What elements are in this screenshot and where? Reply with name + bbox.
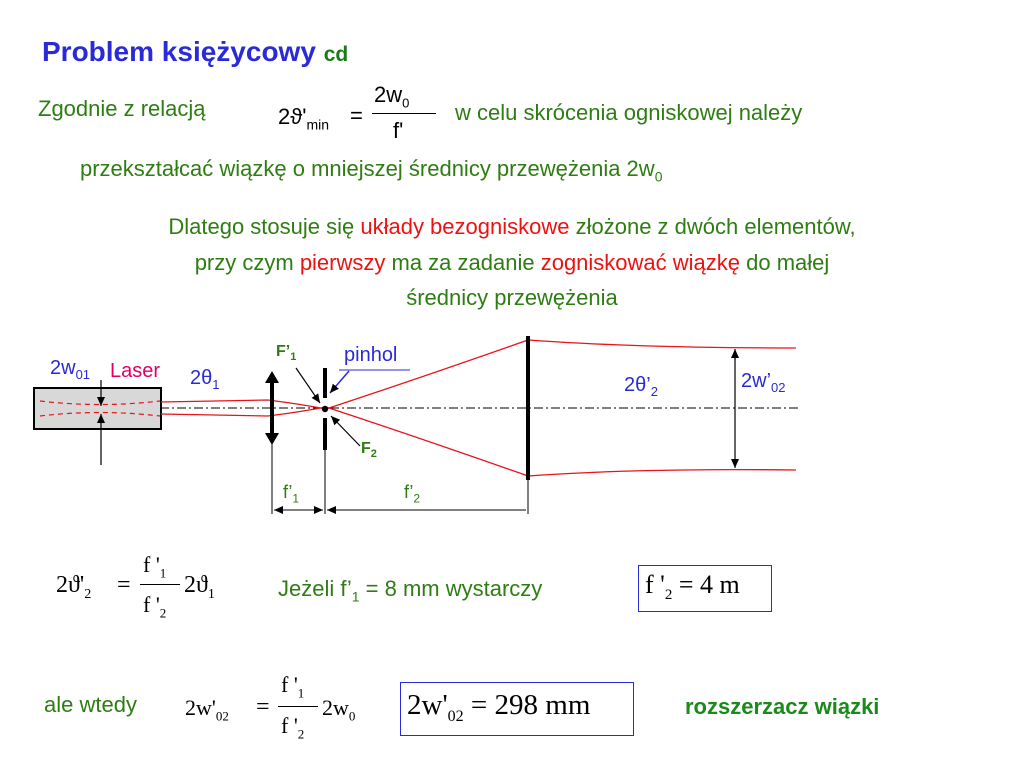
p2e: do małej (740, 250, 830, 275)
intro-prefix: Zgodnie z relacją (38, 96, 206, 121)
eq1-den-sub: 2 (159, 605, 167, 621)
p2c: ma za zadanie (385, 250, 541, 275)
eq2-rhs-sub: 0 (348, 708, 356, 724)
p2d: zogniskować wiązkę (540, 250, 741, 275)
f2-len-text: f’ (404, 482, 414, 502)
eq1-num-text: f ' (143, 552, 160, 577)
f1-len-sub: 1 (292, 491, 300, 506)
label-theta1 (190, 367, 219, 392)
intro-suffix: w celu skrócenia ogniskowej należy (455, 100, 803, 125)
eq1-den (143, 592, 166, 621)
eq2-num-text: f ' (281, 672, 298, 697)
w02-sub: 02 (771, 380, 786, 395)
f2-dim-head (327, 506, 336, 514)
label-f1-length (283, 482, 299, 506)
intro-formula-eq: = (350, 103, 363, 128)
eq2-den (281, 713, 304, 742)
pinhol-pointer (330, 371, 349, 393)
eq1-lhs-sub: 2 (84, 586, 92, 602)
formula-num: 2w (374, 82, 403, 107)
laser-box (34, 388, 161, 429)
label-w02 (741, 370, 785, 395)
eq2-den-text: f ' (281, 713, 298, 738)
p2a: przy czym (194, 250, 300, 275)
label-pinhol: pinhol (344, 344, 398, 366)
paragraph-line1 (0, 214, 1024, 240)
theta2-text: 2θ’ (624, 374, 651, 396)
f1-pointer (296, 368, 320, 403)
theta1-sub: 1 (212, 377, 220, 392)
f1-top-sub: 1 (290, 351, 297, 364)
title-main: Problem księżycowy (42, 36, 316, 67)
box1-lhs: f ' (645, 570, 665, 599)
if-text-sub: 1 (351, 588, 360, 605)
theta2-sub: 2 (650, 384, 658, 399)
label-f2-focus (361, 440, 377, 460)
if-text-b: = 8 mm wystarczy (359, 576, 543, 601)
beam-top (161, 340, 796, 409)
label-f1-focus (276, 343, 296, 363)
box2-rest: = 298 mm (463, 689, 591, 721)
eq1-line (140, 584, 180, 585)
intro-line2 (80, 156, 662, 184)
eq1-num-sub: 1 (159, 565, 167, 581)
eq1-rhs-sub: 1 (207, 586, 215, 602)
p2b: pierwszy (299, 250, 386, 275)
eq2-den-sub: 2 (297, 726, 305, 742)
w01-text: 2w (50, 357, 76, 379)
f2-label-sub: 2 (370, 448, 377, 461)
conclusion: rozszerzacz wiązki (685, 694, 880, 719)
box2-lhs: 2w' (407, 689, 448, 721)
f1-top-text: F’ (276, 343, 291, 360)
if-text-a: Jeżeli f’ (278, 576, 352, 601)
page-title (42, 36, 348, 68)
intro-line2-sub: 0 (654, 168, 663, 185)
eq2-rhs (322, 695, 355, 724)
beam-bottom (161, 407, 796, 476)
w02-text: 2w’ (741, 370, 772, 392)
eq2-prefix: ale wtedy (44, 692, 137, 717)
eq1-den-text: f ' (143, 592, 160, 617)
p1b: układy bezogniskowe (360, 214, 570, 239)
eq2-rhs-text: 2w (322, 695, 349, 720)
intro-formula-num (374, 82, 409, 110)
paragraph-line2 (0, 250, 1024, 276)
eq2-lhs-sub: 02 (215, 708, 229, 724)
box2-content (407, 689, 590, 726)
intro-formula-den: f' (393, 118, 404, 143)
box1-lhs-sub: 2 (664, 587, 673, 604)
label-laser: Laser (110, 360, 161, 382)
eq2-num-sub: 1 (297, 685, 305, 701)
paragraph-line3: średnicy przewężenia (406, 285, 618, 310)
eq1-lhs (56, 572, 91, 603)
label-f2-length (404, 482, 420, 506)
eq1-rhs (184, 572, 215, 603)
box2-lhs-sub: 02 (447, 707, 464, 725)
f2-label-text: F (361, 440, 371, 457)
formula-num-sub: 0 (402, 95, 410, 111)
eq1-num (143, 552, 166, 581)
intro-formula-lhs (278, 104, 329, 132)
p1a: Dlatego stosuje się (168, 214, 361, 239)
eq1-lhs-text: 2ϑ' (56, 572, 85, 598)
formula-lhs-sub: min (306, 116, 330, 133)
theta1-text: 2θ (190, 367, 213, 389)
f1-len-text: f’ (283, 482, 293, 502)
focus-point (322, 406, 328, 412)
p1c: złożone z dwóch elementów, (569, 214, 856, 239)
label-w01 (50, 357, 90, 382)
eq2-num (281, 672, 304, 701)
w01-sub: 01 (75, 367, 91, 382)
intro-formula-line (372, 113, 436, 114)
lens1-arrow-top (265, 371, 279, 383)
intro-line2-text: przekształcać wiązkę o mniejszej średnicy przewężenia 2w (80, 156, 655, 181)
f2-pointer (331, 416, 360, 446)
eq1-rhs-text: 2ϑ (184, 572, 208, 598)
eq2-eq: = (256, 694, 270, 720)
eq2-lhs (185, 695, 229, 724)
eq1-eq: = (117, 572, 131, 598)
f2-len-sub: 2 (413, 491, 421, 506)
box1-content (645, 570, 740, 604)
box1-rest: = 4 m (672, 570, 740, 599)
eq2-lhs-text: 2w' (185, 695, 216, 720)
formula-lhs: 2ϑ' (278, 104, 307, 129)
if-text (278, 576, 542, 604)
label-theta2 (624, 374, 658, 399)
eq2-line (278, 706, 318, 707)
title-suffix: cd (323, 43, 349, 66)
